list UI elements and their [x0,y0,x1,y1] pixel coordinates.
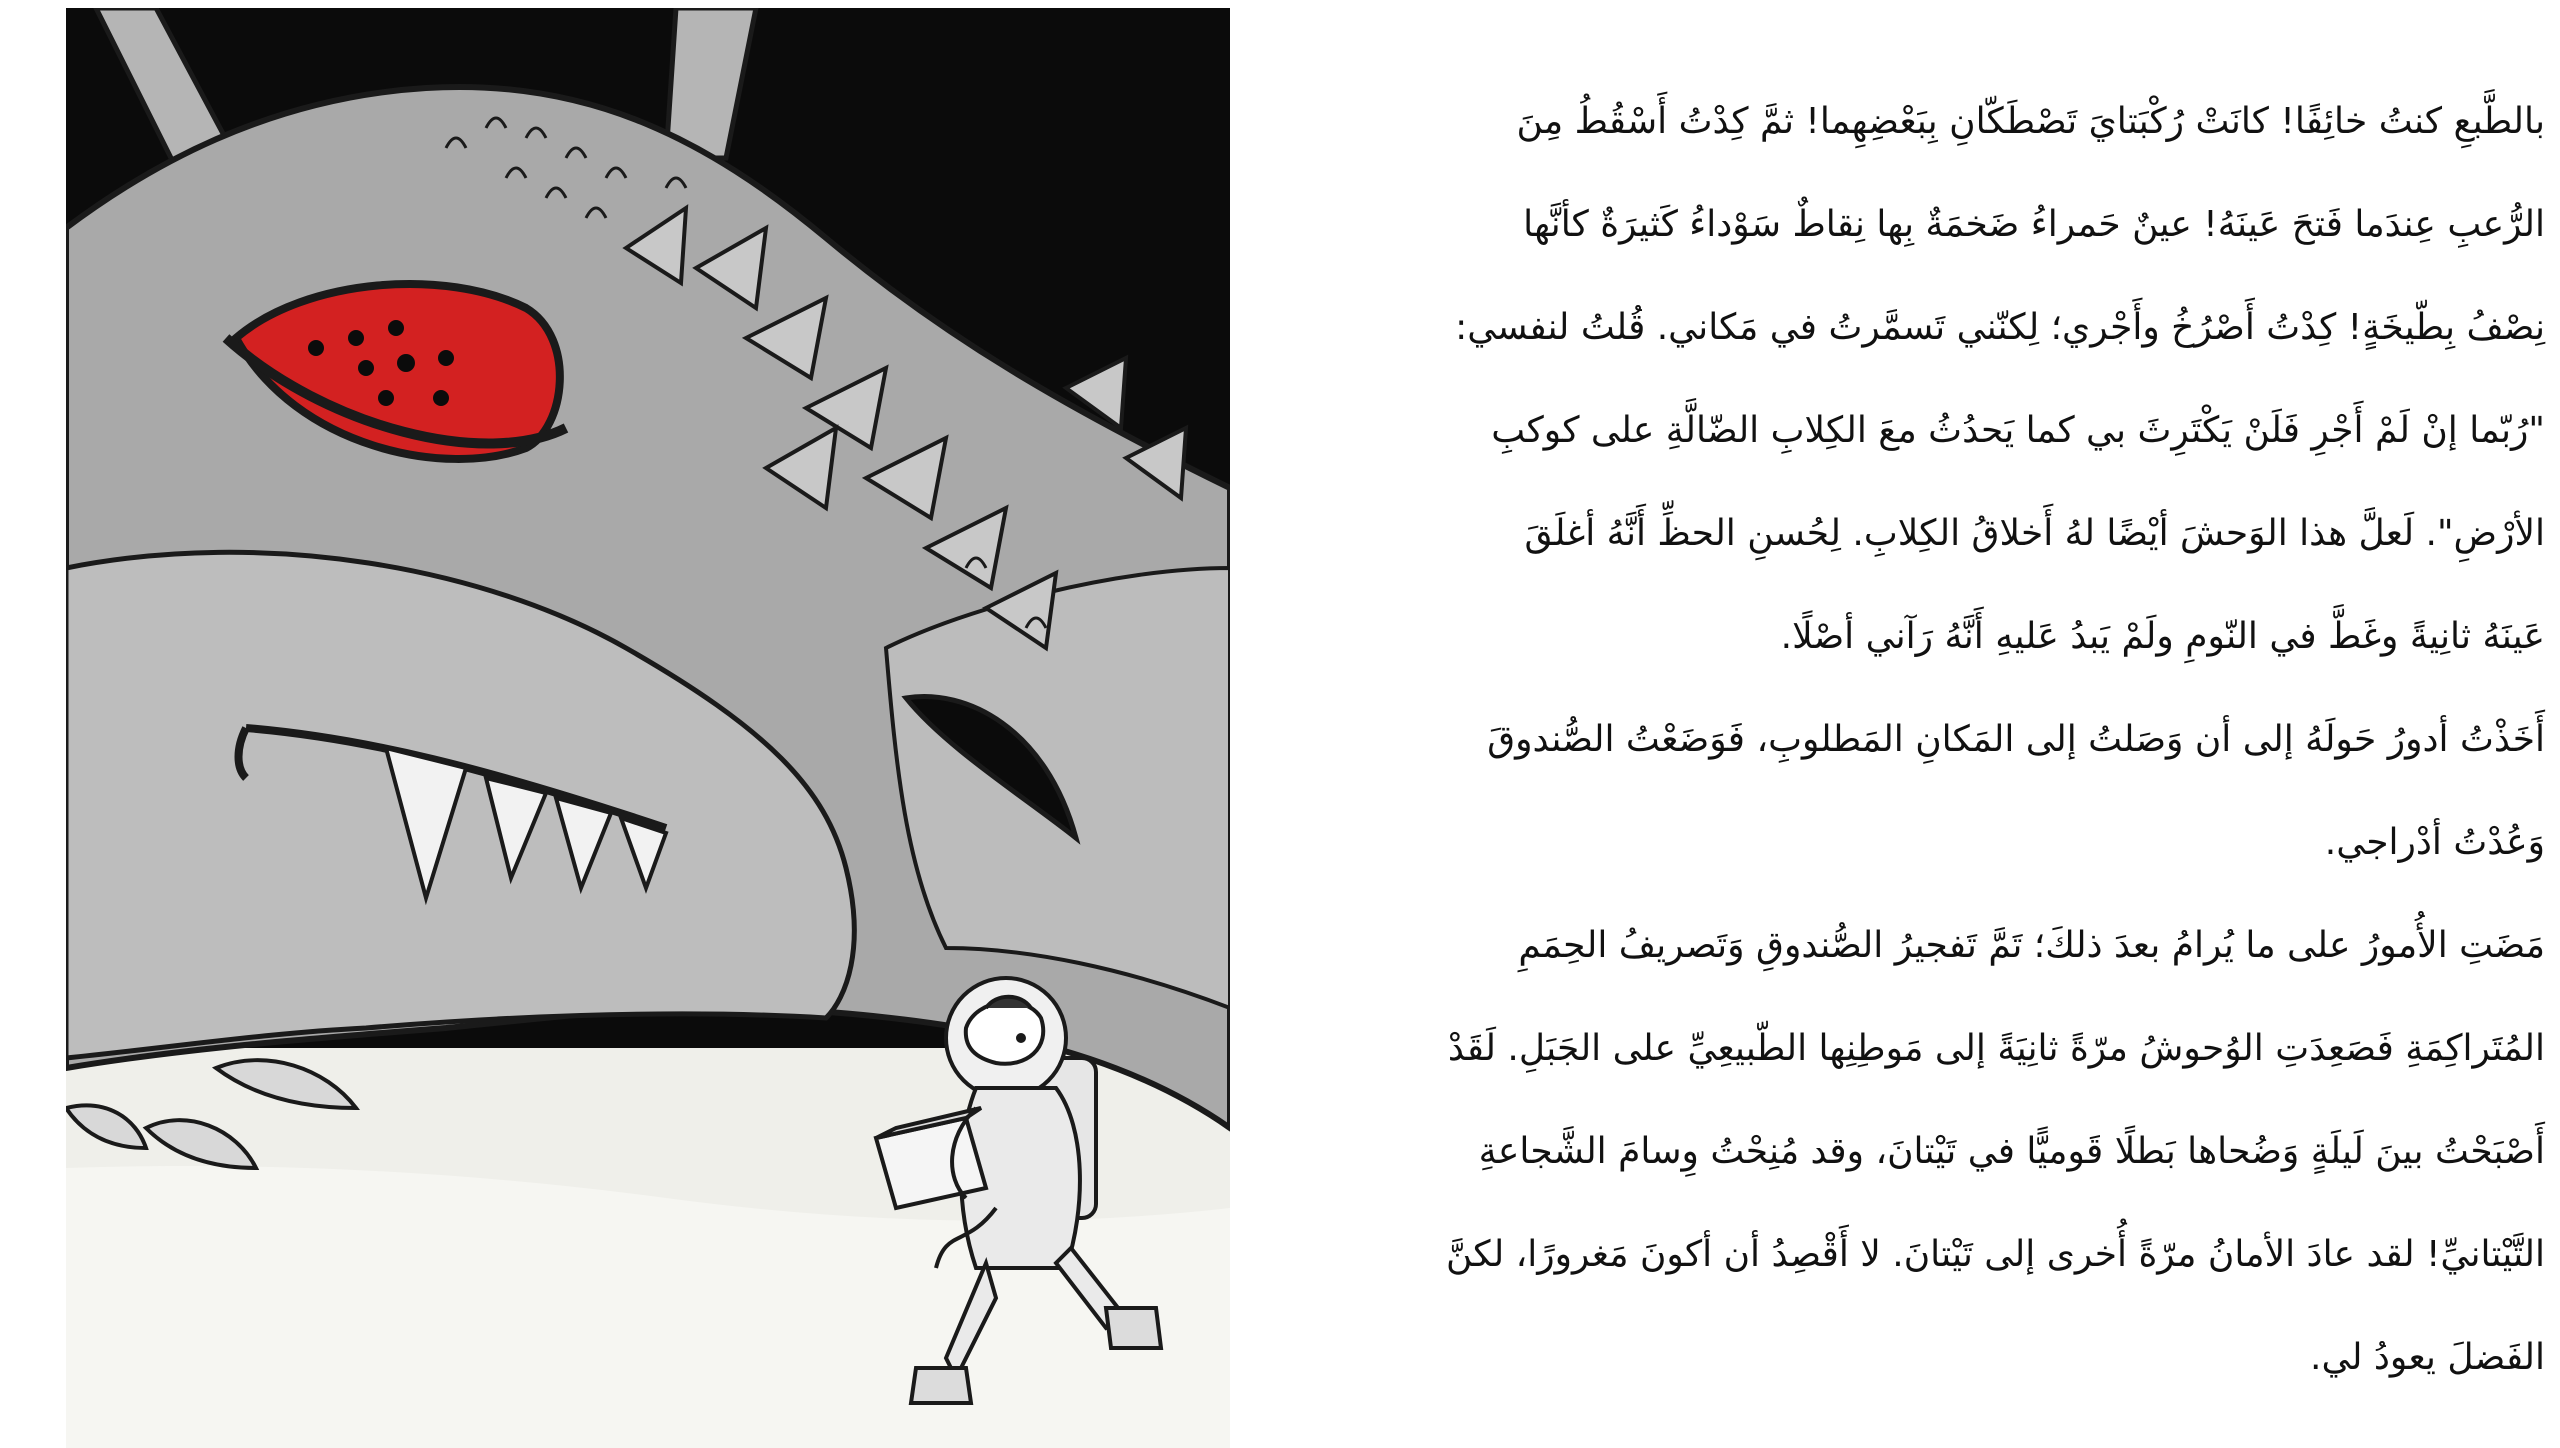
story-line: الرُّعبِ عِندَما فَتحَ عَينَهُ! عينٌ حَمراءُ ضَخمَةٌ بِها نِقاطٌ سَوْداءُ كَثيرَةٌ كأنَّها [1523,204,2545,245]
story-line: الفَضلَ يعودُ لي. [2310,1337,2545,1378]
story-line: أَصْبَحْتُ بينَ لَيلَةٍ وَضُحاها بَطلًا قَوميًّا في تَيْتانَ، وقد مُنِحْتُ وِسامَ الشَّجاعةِ [1478,1131,2545,1172]
story-line: عَينَهُ ثانِيةً وغَطَّ في النّومِ ولَمْ يَبدُ عَليهِ أَنَّهُ رَآني أصْلًا. [1780,616,2545,657]
story-line: "رُبّما إنْ لَمْ أَجْرِ فَلَنْ يَكْتَرِثَ بي كما يَحدُثُ معَ الكِلابِ الضّالَّةِ على كوكبِ [1491,410,2545,451]
story-illustration [66,8,1230,1448]
story-line: أَخَذْتُ أدورُ حَولَهُ إلى أن وَصَلتُ إلى المَكانِ المَطلوبِ، فَوَضَعْتُ الصُّندوقَ [1487,719,2545,760]
story-line: المُتَراكِمَةِ فَصَعِدَتِ الوُحوشُ مرّةً ثانِيَةً إلى مَوطِنِها الطّبيعِيِّ على الجَبَلِ. لَقَدْ [1447,1028,2545,1069]
story-line: الأرْضِ". لَعلَّ هذا الوَحشَ أيْضًا لهُ أَخلاقُ الكِلابِ. لِحُسنِ الحظِّ أَنَّهُ أغلَقَ [1524,513,2545,554]
story-text [1330,70,2545,1400]
story-line: نِصْفُ بِطّيخَةٍ! كِدْتُ أَصْرُخُ وأَجْري؛ لِكنّني تَسمَّرتُ في مَكاني. قُلتُ لنفسي: [1455,307,2545,348]
story-line: بالطَّبعِ كنتُ خائِفًا! كانَتْ رُكْبَتايَ تَصْطَكّانِ بِبَعْضِهِما! ثمَّ كِدْتُ أَسْقُطُ مِنَ [1516,101,2545,142]
story-line: التَّيْتانيِّ! لقد عادَ الأمانُ مرّةً أُخرى إلى تَيْتانَ. لا أَقْصِدُ أن أكونَ مَغرورًا، لكنَّ [1445,1234,2545,1275]
story-line: وَعُدْتُ أدْراجي. [2324,822,2545,863]
story-line: مَضَتِ الأُمورُ على ما يُرامُ بعدَ ذلكَ؛ تَمَّ تَفجيرُ الصُّندوقِ وَتَصريفُ الحِمَمِ [1518,925,2545,966]
